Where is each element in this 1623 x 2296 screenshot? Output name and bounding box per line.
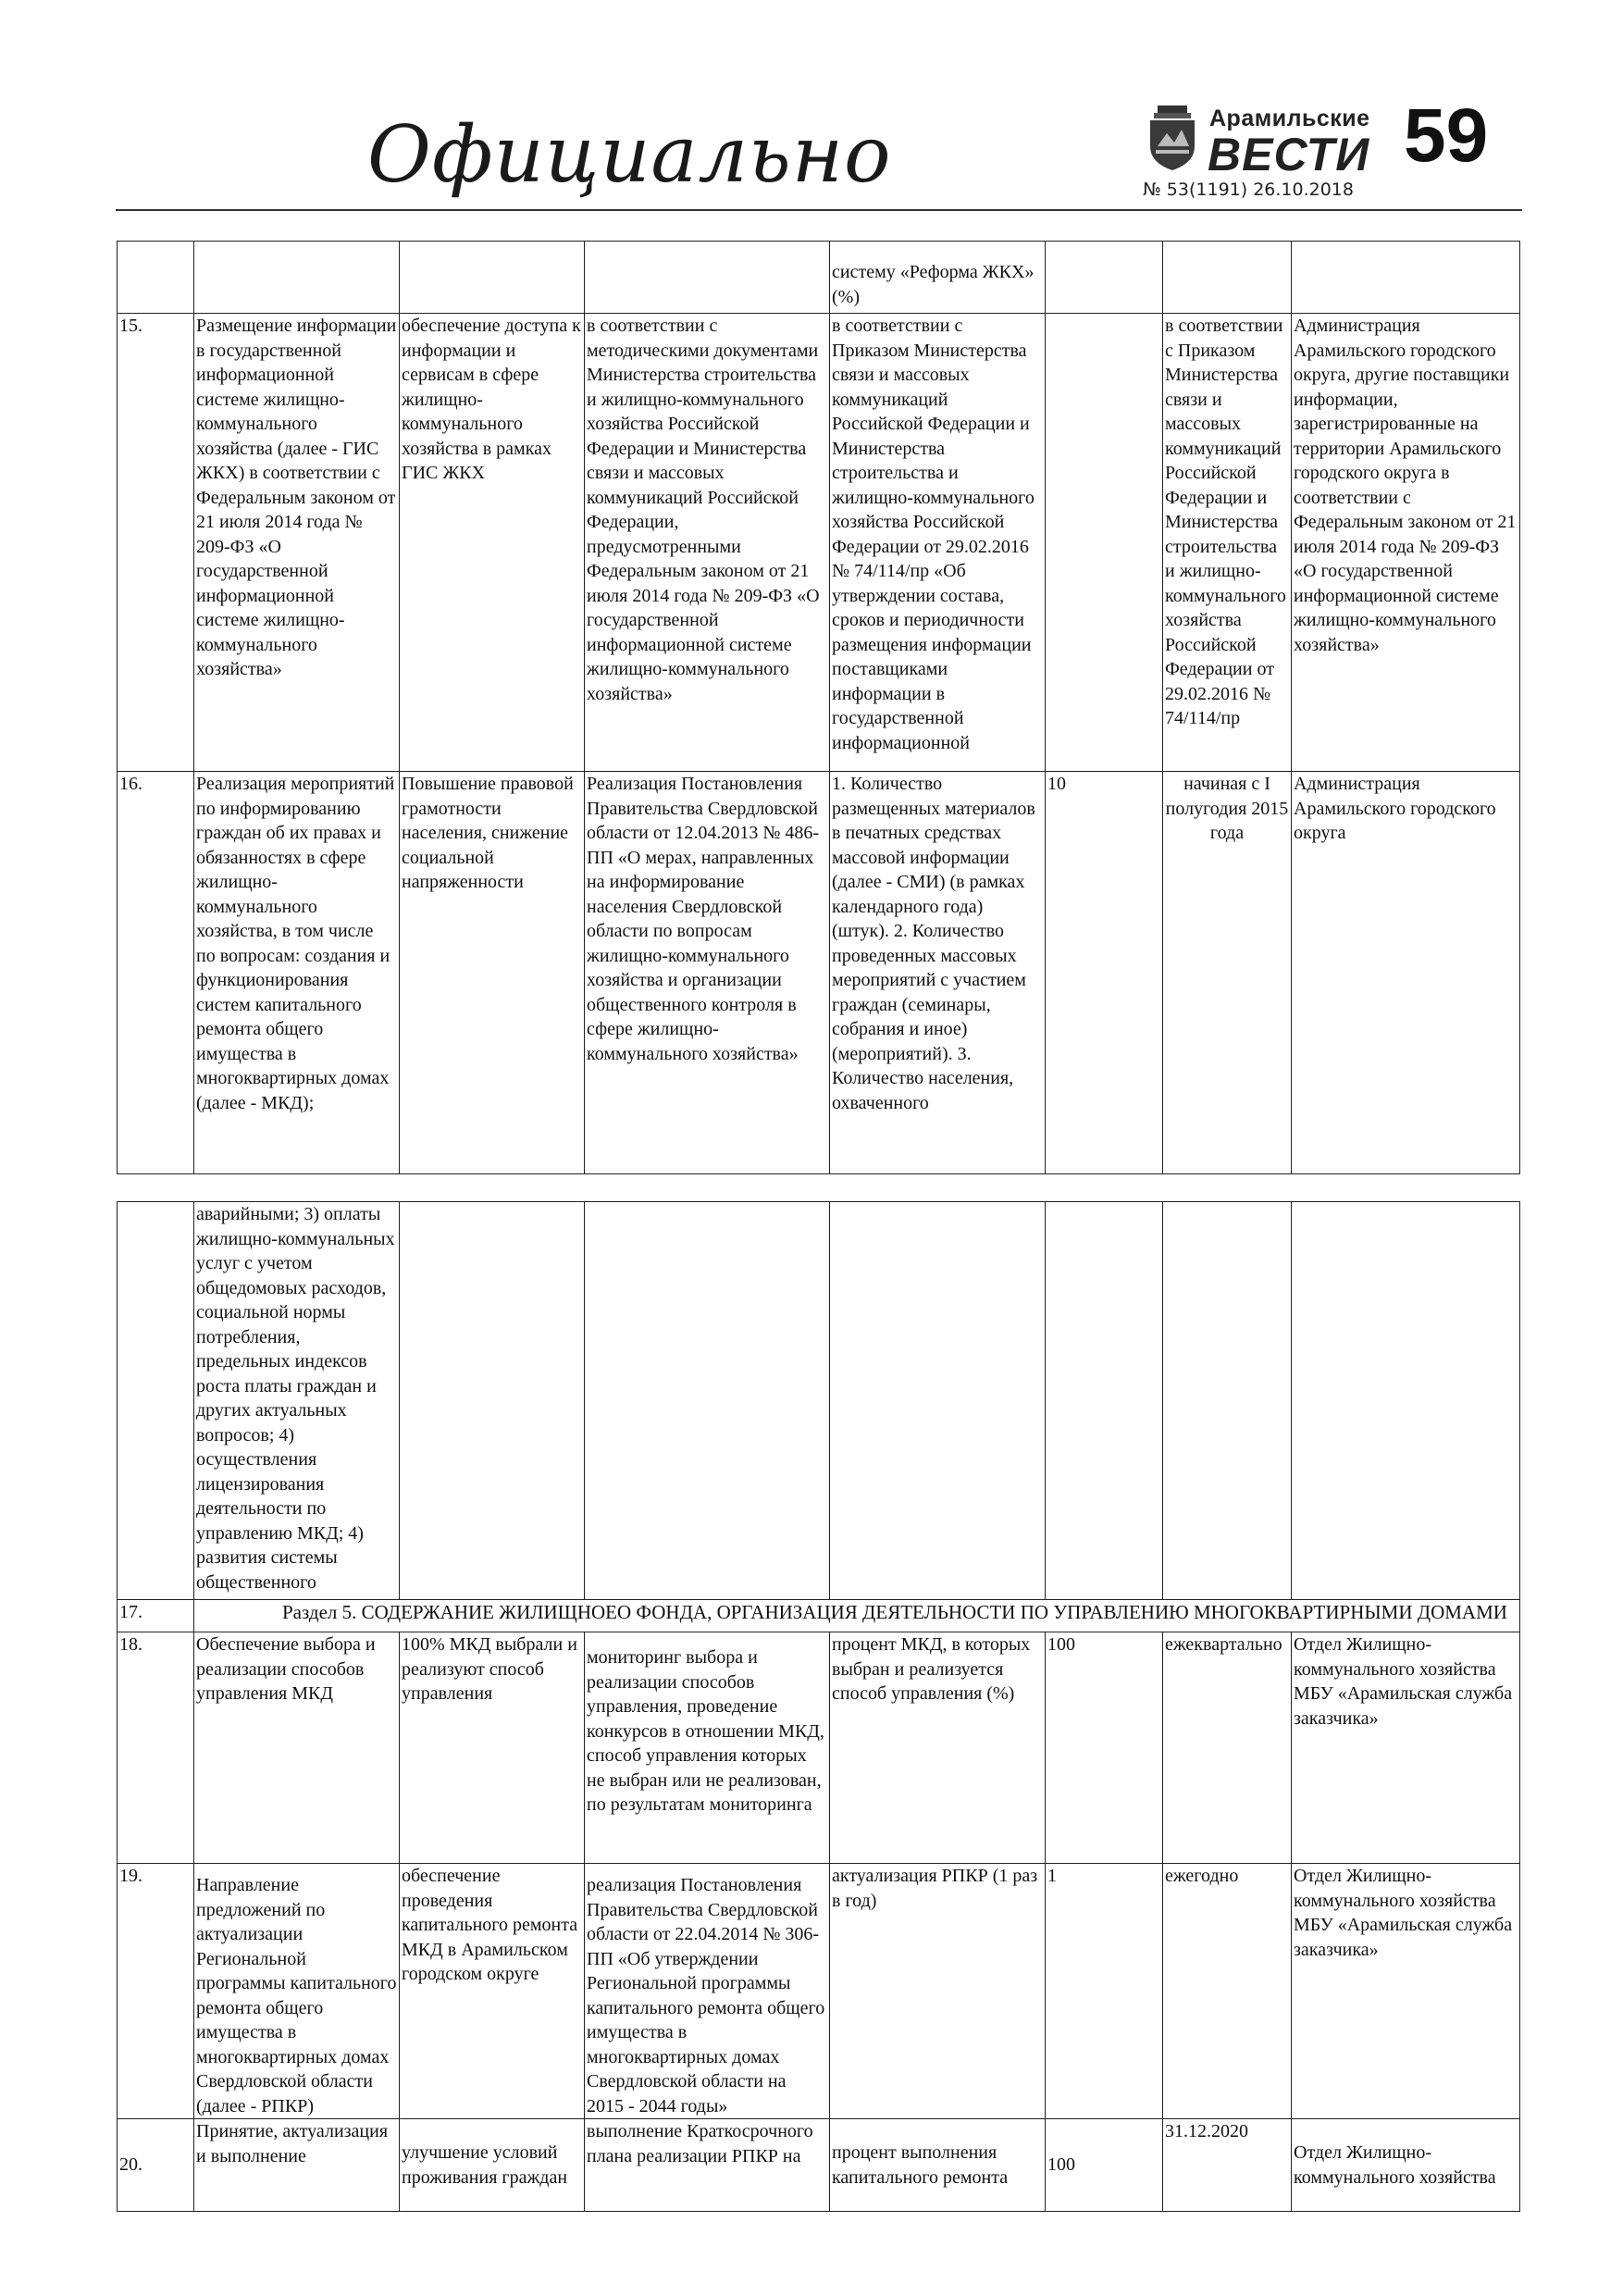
- cell-number: 20.: [118, 2119, 194, 2212]
- cell-goal: обеспечение проведения капитального ремонта МКД в Арамильском городском округе: [400, 1864, 585, 2119]
- cell-responsible: Отдел Жилищно-коммунального хозяйства МБУ «Арамильская служба заказчика»: [1292, 1864, 1520, 2119]
- newspaper-logo: [1141, 105, 1381, 180]
- cell-number: 17.: [118, 1600, 194, 1632]
- cell-goal: Повышение правовой грамотности населения, снижение социальной напряженности: [400, 772, 585, 1174]
- cell-target-value: 1: [1046, 1864, 1163, 2119]
- cell-deadline: начиная с I полугодия 2015 года: [1163, 772, 1292, 1174]
- cell-target-value: [1046, 314, 1163, 772]
- logo-line2: ВЕСТИ: [1208, 129, 1370, 180]
- program-table-part2: [117, 1201, 1520, 2212]
- cell-method: в соответствии с методическими документами Министерства строительства и жилищно-коммунального хозяйства Российской Федерации и Министерства связи и массовых коммуникаций Российской Федерации, предусмотренными Федеральным законом от 21 июля 2014 года № 209-ФЗ «О государственной информационной системе жилищно-коммунального хозяйства»: [585, 314, 830, 772]
- cell-method: Реализация Постановления Правительства Свердловской области от 12.04.2013 № 486-ПП «О мерах, направленных на информирование населения Свердловской области по вопросам жилищно-коммунального хозяйства и организации общественного контроля в сфере жилищно-коммунального хозяйства»: [585, 772, 830, 1174]
- table-row: [118, 1202, 1520, 1600]
- cell-indicator: 1. Количество размещенных материалов в печатных средствах массовой информации (далее - СМИ) (в рамках календарного года) (штук). 2. Количество проведенных массовых мероприятий с участием граждан (семинары, собрания и иное) (мероприятий). 3. Количество населения, охваченного: [830, 772, 1046, 1174]
- cell-number: 15.: [118, 314, 194, 772]
- issue-number: № 53(1191) 26.10.2018: [1143, 180, 1354, 200]
- cell-target-value: 100: [1046, 1632, 1163, 1864]
- cell-indicator: систему «Реформа ЖКХ» (%): [830, 242, 1046, 314]
- cell-target-value: 100: [1046, 2119, 1163, 2212]
- cell-indicator: актуализация РПКР (1 раз в год): [830, 1864, 1046, 2119]
- cell-activity: Реализация мероприятий по информированию граждан об их правах и обязанностях в сфере жилищно-коммунального хозяйства, в том числе по вопросам: создания и функционирования систем капитального ремонта общего имущества в многоквартирных домах (далее - МКД);: [194, 772, 400, 1174]
- cell-responsible: Отдел Жилищно-коммунального хозяйства: [1292, 2119, 1520, 2212]
- cell-deadline: в соответствии с Приказом Министерства связи и массовых коммуникаций Российской Федерации и Министерства строительства и жилищно-коммунального хозяйства Российской Федерации от 29.02.2016 № 74/114/пр: [1163, 314, 1292, 772]
- table-row: [118, 1864, 1520, 2119]
- cell-number: 16.: [118, 772, 194, 1174]
- cell-number: 18.: [118, 1632, 194, 1864]
- cell-activity: Направление предложений по актуализации Региональной программы капитального ремонта общего имущества в многоквартирных домах Свердловской области (далее - РПКР): [194, 1864, 400, 2119]
- program-table-part1: [117, 241, 1520, 1174]
- table-row: [118, 772, 1520, 1174]
- cell-indicator: процент выполнения капитального ремонта: [830, 2119, 1046, 2212]
- section-heading: Раздел 5. СОДЕРЖАНИЕ ЖИЛИЩНОЕО ФОНДА, ОРГАНИЗАЦИЯ ДЕЯТЕЛЬНОСТИ ПО УПРАВЛЕНИЮ МНОГОКВАРТИРНЫМИ ДОМАМИ: [194, 1600, 1520, 1632]
- table-row: [118, 314, 1520, 772]
- cell-responsible: Отдел Жилищно-коммунального хозяйства МБУ «Арамильская служба заказчика»: [1292, 1632, 1520, 1864]
- cell-method: реализация Постановления Правительства Свердловской области от 22.04.2014 № 306- ПП «Об утверждении Региональной программы капитального ремонта общего имущества в многоквартирных домах Свердловской области на 2015 - 2044 годы»: [585, 1864, 830, 2119]
- table-row: [118, 1632, 1520, 1864]
- cell-activity: аварийными; 3) оплаты жилищно-коммунальных услуг с учетом общедомовых расходов, социальной нормы потребления, предельных индексов роста платы граждан и других актуальных вопросов; 4) осуществления лицензирования деятельности по управлению МКД; 4) развития системы общественного: [194, 1202, 400, 1600]
- table-row: [118, 242, 1520, 314]
- cell-deadline: 31.12.2020: [1163, 2119, 1292, 2212]
- cell-activity: Размещение информации в государственной информационной системе жилищно-коммунального хозяйства (далее - ГИС ЖКХ) в соответствии с Федеральным законом от 21 июля 2014 года № 209-ФЗ «О государственной информационной системе жилищно-коммунального хозяйства»: [194, 314, 400, 772]
- cell-indicator: в соответствии с Приказом Министерства связи и массовых коммуникаций Российской Федерации и Министерства строительства и жилищно-коммунального хозяйства Российской Федерации от 29.02.2016 № 74/114/пр «Об утверждении состава, сроков и периодичности размещения информации поставщиками информации в государственной информационной: [830, 314, 1046, 772]
- section-row: [118, 1600, 1520, 1632]
- cell-indicator: процент МКД, в которых выбран и реализуется способ управления (%): [830, 1632, 1046, 1864]
- cell-number: 19.: [118, 1864, 194, 2119]
- cell-goal: 100% МКД выбрали и реализуют способ управления: [400, 1632, 585, 1864]
- page-number: 59: [1404, 93, 1489, 178]
- cell-target-value: 10: [1046, 772, 1163, 1174]
- cell-method: выполнение Краткосрочного плана реализации РПКР на: [585, 2119, 830, 2212]
- cell-goal: обеспечение доступа к информации и сервисам в сфере жилищно-коммунального хозяйства в рамках ГИС ЖКХ: [400, 314, 585, 772]
- header-divider: [116, 209, 1522, 211]
- cell-goal: улучшение условий проживания граждан: [400, 2119, 585, 2212]
- cell-responsible: Администрация Арамильского городского округа, другие поставщики информации, зарегистрированные на территории Арамильского городского округа в соответствии с Федеральным законом от 21 июля 2014 года № 209-ФЗ «О государственной информационной системе жилищно-коммунального хозяйства»: [1292, 314, 1520, 772]
- cell-deadline: ежеквартально: [1163, 1632, 1292, 1864]
- section-title: Официально: [367, 109, 892, 200]
- table-row: [118, 2119, 1520, 2212]
- logo-line1: Арамильские: [1209, 105, 1370, 131]
- city-emblem-icon: [1145, 105, 1200, 172]
- cell-deadline: ежегодно: [1163, 1864, 1292, 2119]
- page-header: [116, 93, 1522, 211]
- cell-method: мониторинг выбора и реализации способов управления, проведение конкурсов в отношении МКД, способ управления которых не выбран или не реализован, по результатам мониторинга: [585, 1632, 830, 1864]
- cell-activity: Обеспечение выбора и реализации способов управления МКД: [194, 1632, 400, 1864]
- cell-responsible: Администрация Арамильского городского округа: [1292, 772, 1520, 1174]
- cell-activity: Принятие, актуализация и выполнение: [194, 2119, 400, 2212]
